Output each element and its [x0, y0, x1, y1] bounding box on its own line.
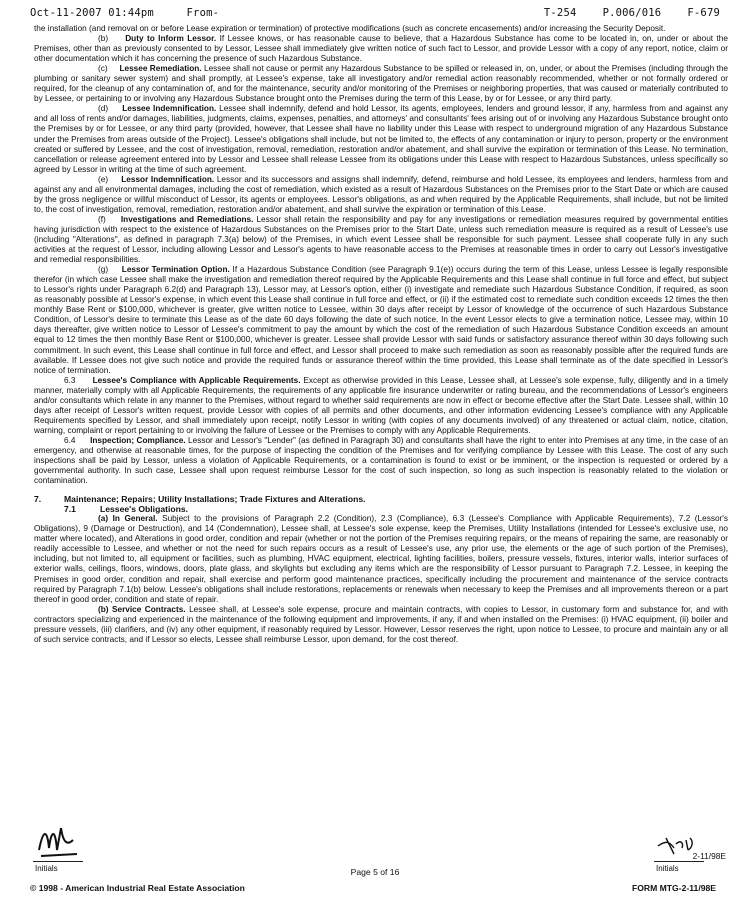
page-footer	[0, 820, 750, 913]
section-text: Lessor and Lessor's "Lender" (as defined in Paragraph 30) and consultants shall have the right to enter into Premises at any time, in the case of an emergency, and otherwise at reasonable times, for the purpose of inspecting the condition of the Premises and for verifying compliance by Lessee with this Lease. The cost of any such inspections shall be paid by Lessor, unless a violation of Applicable Requirements, or a contamination is found to exist or be imminent, or the inspection is requested or ordered by a governmental authority. In such case, Lessee shall upon request reimburse Lessor for the cost of such inspection, so long as such inspection is reasonably related to the violation or contamination.	[34, 435, 728, 486]
lessee-initials-box	[654, 820, 704, 873]
paragraph-c	[34, 64, 728, 104]
paragraph-text: If Lessee knows, or has reasonable cause to believe, that a Hazardous Substance has come to be located in, on, under or about the Premises, other than as previously consented to by Lessor, Lessee shall immediately give written notice of such fact to Lessor, and provide Lessor with a copy of any report, notice, claim or other documentation which it has concerning the presence of such Hazardous Substance.	[34, 34, 728, 64]
paragraph-text: Subject to the provisions of Paragraph 2.2 (Condition), 2.3 (Compliance), 6.3 (Lessee's Compliance with Applicable Requirements), 7.2 (Lessor's Obligations), 9 (Damage or Destruction), and 14 (Condemnation), Lessee shall, at Lessee's sole expense, keep the Premises, Utility Installations (intended for Lessee's exclusive use, no matter where located), and Alterations in good order, condition and repair (whether or not the portion of the Premises requiring repairs, or the means of repairing the same, are reasonably or readily accessible to Lessee, and whether or not the need for such repairs occurs as a result of Lessee's use, any prior use, the elements or the age of such portion of the Premises), including, but not limited to, all equipment or facilities, such as plumbing, HVAC equipment, electrical, lighting facilities, boilers, pressure vessels, fixtures, interior walls, interior surfaces of exterior walls, ceilings, floors, windows, doors, plate glass, and skylights but excluding any items which are the responsibility of Lessor pursuant to Paragraph 7.2. Lessee, in keeping the Premises in good order, condition and repair, shall exercise and perform good maintenance practices, specifically including the procurement and maintenance of the service contracts required by Paragraph 7.1(b) below. Lessee's obligations shall include restorations, replacements or renewals when necessary to keep the Premises and all improvements thereon or a part thereof in good order, condition and state of repair.	[34, 514, 728, 604]
fax-date-time: Oct-11-2007 01:44pm	[30, 7, 154, 19]
paragraph-title: Lessor Termination Option.	[121, 265, 230, 275]
paragraph-g	[34, 265, 728, 376]
section-7-1-heading	[34, 504, 728, 514]
section-title: Inspection; Compliance.	[90, 435, 186, 445]
paragraph-7-1-a	[34, 514, 728, 604]
paragraph-d	[34, 104, 728, 174]
form-id: FORM MTG-2-11/98E	[631, 883, 716, 893]
paragraph-title: Duty to Inform Lessor.	[125, 34, 217, 44]
document-body	[34, 24, 728, 645]
paragraph-label: (f)	[98, 214, 106, 224]
lessor-initials-signature	[33, 820, 83, 864]
paragraph-label: (b)	[98, 34, 109, 44]
paragraph-7-1-b	[34, 605, 728, 645]
paragraph-text: Lessee shall, at Lessee's sole expense, procure and maintain contracts, with copies to Lessor, in customary form and substance for, and with contractors specializing and experienced in the maintenance of the following equipment and improvements, if any, if and when installed on the Premises: (i) HVAC equipment, (ii) boiler and pressure vessels, (iii) clarifiers, and (iv) any other equipment, if reasonably required by Lessor. However, Lessor reserves the right, upon notice to Lessee, to procure and maintain any or all of such service contracts, and if Lessor so elects, Lessee shall reimburse Lessor, upon demand, for the cost thereof.	[34, 604, 729, 644]
fax-right	[544, 7, 720, 19]
initials-label: Initials	[656, 864, 679, 873]
paragraph-label: (e)	[98, 174, 109, 184]
section-number: 6.4	[64, 435, 76, 445]
paragraph-e	[34, 175, 728, 215]
initials-line	[33, 861, 83, 862]
paragraph-f	[34, 215, 728, 265]
paragraph-title: Investigations and Remediations.	[120, 214, 254, 224]
paragraph-text: Lessee shall not cause or permit any Hazardous Substance to be spilled or released in, on, under, or about the Premises (including through the plumbing or sanitary sewer system) and shall promptly, at Lessee's expense, take all investigatory and/or remedial action reasonably recommended, whether or not formally ordered or required, for the cleanup of any contamination of, and for the maintenance, security and/or monitoring of the Premises or neighboring properties, that was caused or materially contributed to by Lessee, or pertaining to or involving any Hazardous Substance brought onto the Premises during the term of this Lease, by or for Lessee, or any third party.	[34, 64, 729, 104]
copyright: © 1998 - American Industrial Real Estate Association	[30, 883, 245, 893]
section-title: Lessee's Compliance with Applicable Requirements.	[92, 375, 301, 385]
fax-left	[30, 7, 219, 19]
paragraph-title: Service Contracts.	[112, 604, 186, 614]
section-title: Maintenance; Repairs; Utility Installations; Trade Fixtures and Alterations.	[64, 494, 366, 505]
paragraph-label: (c)	[98, 64, 108, 74]
section-number: 6.3	[64, 375, 76, 385]
fax-id: T-254	[543, 7, 577, 19]
fax-f: F-679	[687, 7, 720, 19]
paragraph-title: Lessor Indemnification.	[121, 174, 215, 184]
initials-line	[654, 861, 704, 862]
section-7-heading	[34, 494, 728, 504]
paragraph-label: (a)	[98, 514, 109, 524]
paragraph-text: Lessee shall indemnify, defend and hold Lessor, its agents, employees, lenders and ground lessor, if any, harmless from and against any and all loss of rents and/or damages, liabilities, judgments, claims, expenses, penalties, and attorneys' and consultants' fees arising out of or involving any Hazardous Substance brought onto the Premises by or for Lessee, or any third party (provided, however, that Lessee shall have no liability under this Lease with respect to underground migration of any Hazardous Substance under the Premises from areas outside of the Project). Lessee's obligations shall include, but not be limited to, the effects of any contamination or injury to person, property or the environment created or suffered by Lessee, and the cost of investigation, removal, remediation, restoration and/or abatement, and shall survive the expiration or termination of this Lease. No termination, cancellation or release agreement entered into by Lessor and Lessee shall release Lessee from its obligations under this Lease with respect to Hazardous Substances, unless specifically so agreed by Lessor in writing at the time of such agreement.	[34, 104, 728, 174]
lessor-initials-box	[33, 820, 83, 873]
fax-page: P.006/016	[602, 7, 662, 19]
paragraph-text: Lessor and its successors and assigns shall indemnify, defend, reimburse and hold Lessee, its employees and lenders, harmless from and against any and all environmental damages, including the cost of remediation, which existed as a result of Hazardous Substances on the Premises prior to the Start Date or which are caused by the gross negligence or willful misconduct of Lessor, its agents or employees. Lessor's obligations, as and when required by the Applicable Requirements, shall include, but not be limited to, the cost of investigation, removal, remediation, restoration and/or abatement, and shall survive the expiration or termination of this Lease.	[34, 174, 728, 214]
paragraph-text: If a Hazardous Substance Condition (see Paragraph 9.1(e)) occurs during the term of this Lease, unless Lessee is legally responsible therefor (in which case Lessee shall make the investigation and remediation thereof required by the Applicable Requirements and this Lease shall continue in full force and effect, but subject to Lessor's rights under Paragraph 6.2(d) and Paragraph 13), Lessor may, at Lessor's option, either (i) investigate and remediate such Hazardous Substance Condition, if required, as soon as reasonably possible at Lessor's expense, in which event this Lease shall continue in full force and effect, or (ii) if the estimated cost to remediate such condition exceeds 12 times the then monthly Base Rent or $100,000, whichever is greater, give written notice to Lessee, within 30 days after receipt by Lessor of knowledge of the occurrence of such Hazardous Substance Condition, of Lessor's desire to terminate this Lease as of the date 60 days following the date of such notice. In the event Lessor elects to give a termination notice, Lessee may, within 10 days thereafter, give written notice to Lessor of Lessee's commitment to pay the amount by which the cost of the remediation of such Hazardous Substance Condition exceeds an amount equal to 12 times the then monthly Base Rent or $100,000, whichever is greater. Lessee shall provide Lessor with said funds or satisfactory assurance thereof within 30 days following such commitment. In such event, this Lease shall continue in full force and effect, and Lessor shall proceed to make such remediation as soon as reasonably possible after the required funds are available. If Lessee does not give such notice and provide the required funds or assurance thereof within the time provided, this Lease shall terminate as of the date specified in Lessor's notice of termination.	[34, 265, 728, 375]
page-number: Page 5 of 16	[350, 867, 400, 877]
section-number: 7.	[34, 494, 42, 505]
initials-label: Initials	[35, 864, 58, 873]
paragraph-label: (b)	[98, 604, 109, 614]
paragraph-b	[34, 34, 728, 64]
section-6-3	[34, 376, 728, 436]
section-number: 7.1	[64, 504, 76, 515]
section-text: Except as otherwise provided in this Lease, Lessee shall, at Lessee's sole expense, fully, diligently and in a timely manner, materially comply with all Applicable Requirements, the requirements of any applicable fire insurance underwriter or rating bureau, and the recommendations of Lessor's engineers and/or consultants which relate in any manner to the Premises, without regard to whether said requirements are now in effect or become effective after the Start Date. Lessee shall, within 10 days after receipt of Lessor's written request, provide Lessor with copies of all permits and other documents, and other information evidencing Lessee's compliance with any Applicable Requirements specified by Lessor, and shall immediately upon receipt, notify Lessor in writing (with copies of any documents involved) of any threatened or actual claim, notice, citation, warning, complaint or report pertaining to or involving the failure of Lessee or the Premises to comply with any Applicable Requirements.	[34, 375, 728, 435]
revision-date: 2-11/98E	[692, 851, 726, 861]
paragraph-label: (d)	[98, 104, 109, 114]
fax-from: From-	[186, 7, 220, 19]
paragraph-label: (g)	[98, 265, 109, 275]
paragraph-title: Lessee Remediation.	[119, 64, 202, 74]
paragraph-text: Lessor shall retain the responsibility and pay for any investigations or remediation measures required by governmental entities having jurisdiction with respect to the existence of Hazardous Substances on the Premises prior to the Start Date, unless such remediation measure is required as a result of Lessee's use (including "Alterations", as defined in paragraph 7.3(a) below) of the Premises, in which event Lessee shall be responsible for such payment. Lessee shall cooperate fully in any such activities at the request of Lessor, including allowing Lessor and Lessor's agents to have reasonable access to the Premises at reasonable times in order to carry out Lessor's investigative and remedial responsibilities.	[34, 214, 728, 265]
paragraph-continuation: the installation (and removal on or before Lease expiration or termination) of protective modifications (such as concrete encasements) and/or increasing the Security Deposit.	[34, 24, 666, 33]
paragraph-title: Lessee Indemnification.	[122, 104, 217, 114]
paragraph-title: In General.	[112, 514, 158, 524]
section-6-4	[34, 436, 728, 486]
section-title: Lessee's Obligations.	[100, 504, 189, 515]
